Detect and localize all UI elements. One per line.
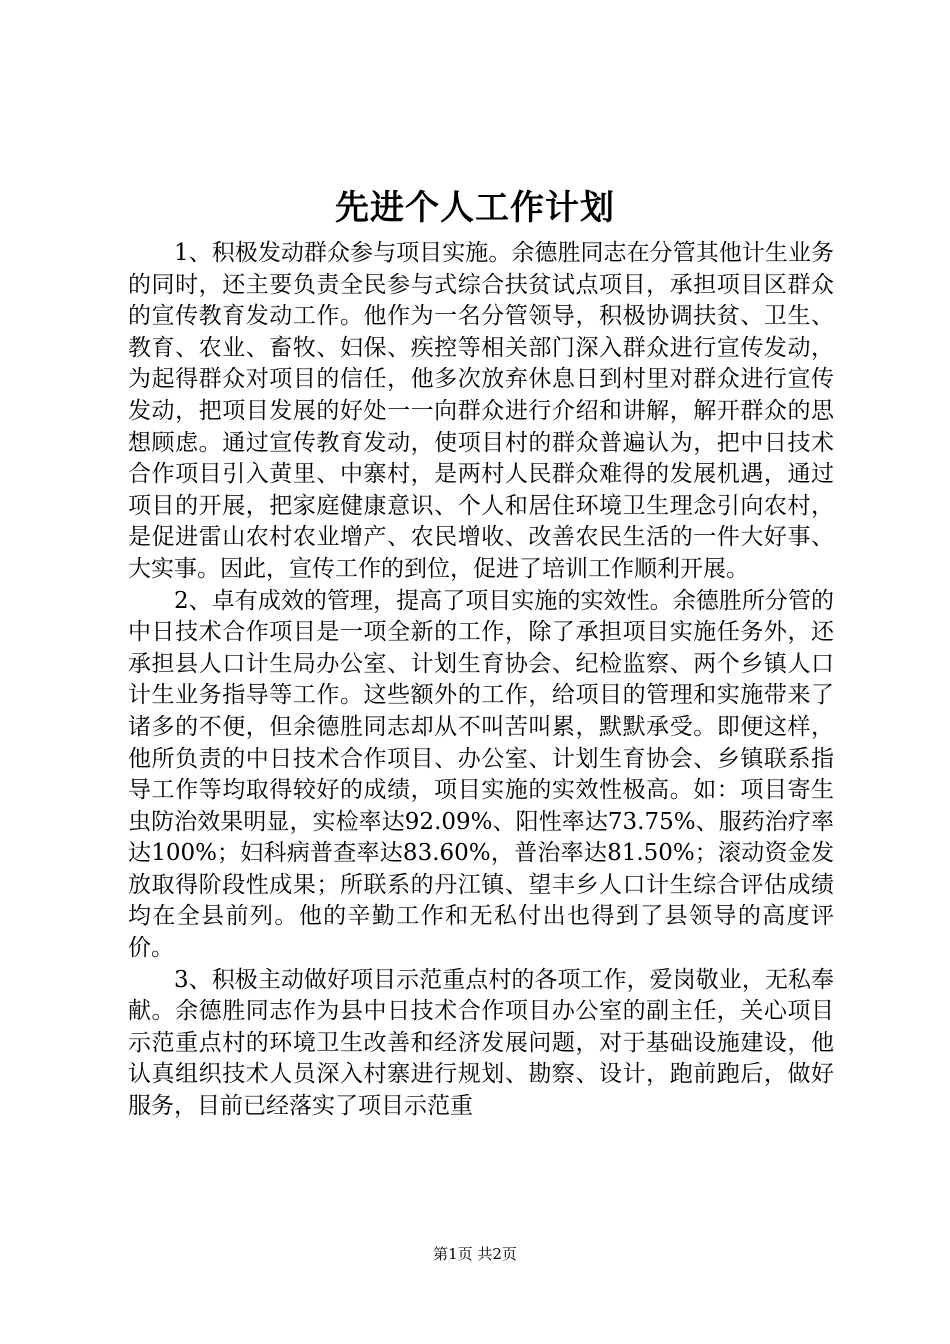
paragraph-1: 1、积极发动群众参与项目实施。余德胜同志在分管其他计生业务的同时，还主要负责全民参与式综合扶贫试点项目，承担项目区群众的宣传教育发动工作。他作为一名分管领导，积极协调扶贫、卫生、教育、农业、畜牧、妇保、疾控等相关部门深入群众进行宣传发动，为起得群众对项目的信任，他多次放弃休息日到村里对群众进行宣传发动，把项目发展的好处一一向群众进行介绍和讲解，解开群众的思想顾虑。通过宣传教育发动，使项目村的群众普遍认为，把中日技术合作项目引入黄里、中寨村，是两村人民群众难得的发展机遇，通过项目的开展，把家庭健康意识、个人和居住环境卫生理念引向农村，是促进雷山农村农业增产、农民增收、改善农民生活的一件大好事、大实事。因此，宣传工作的到位，促进了培训工作顺利开展。 [128, 240, 834, 582]
document-title: 先进个人工作计划 [335, 188, 615, 228]
paragraph-3: 3、积极主动做好项目示范重点村的各项工作，爱岗敬业，无私奉献。余德胜同志作为县中日技术合作项目办公室的副主任，关心项目示范重点村的环境卫生改善和经济发展问题，对于基础设施建设，他认真组织技术人员深入村寨进行规划、勘察、设计，跑前跑后，做好服务，目前已经落实了项目示范重 [128, 966, 834, 1120]
paragraph-2: 2、卓有成效的管理，提高了项目实施的实效性。余德胜所分管的中日技术合作项目是一项全新的工作，除了承担项目实施任务外，还承担县人口计生局办公室、计划生育协会、纪检监察、两个乡镇人口计生业务指导等工作。这些额外的工作，给项目的管理和实施带来了诸多的不便，但余德胜同志却从不叫苦叫累，默默承受。即便这样，他所负责的中日技术合作项目、办公室、计划生育协会、乡镇联系指导工作等均取得较好的成绩，项目实施的实效性极高。如：项目寄生虫防治效果明显，实检率达92.09%、阳性率达73.75%、服药治疗率达100%；妇科病普查率达83.60%，普治率达81.50%；滚动资金发放取得阶段性成果；所联系的丹江镇、望丰乡人口计生综合评估成绩均在全县前列。他的辛勤工作和无私付出也得到了县领导的高度评价。 [128, 587, 834, 962]
page-number-footer: 第1页 共2页 [433, 1245, 517, 1263]
document-body [128, 238, 834, 1123]
